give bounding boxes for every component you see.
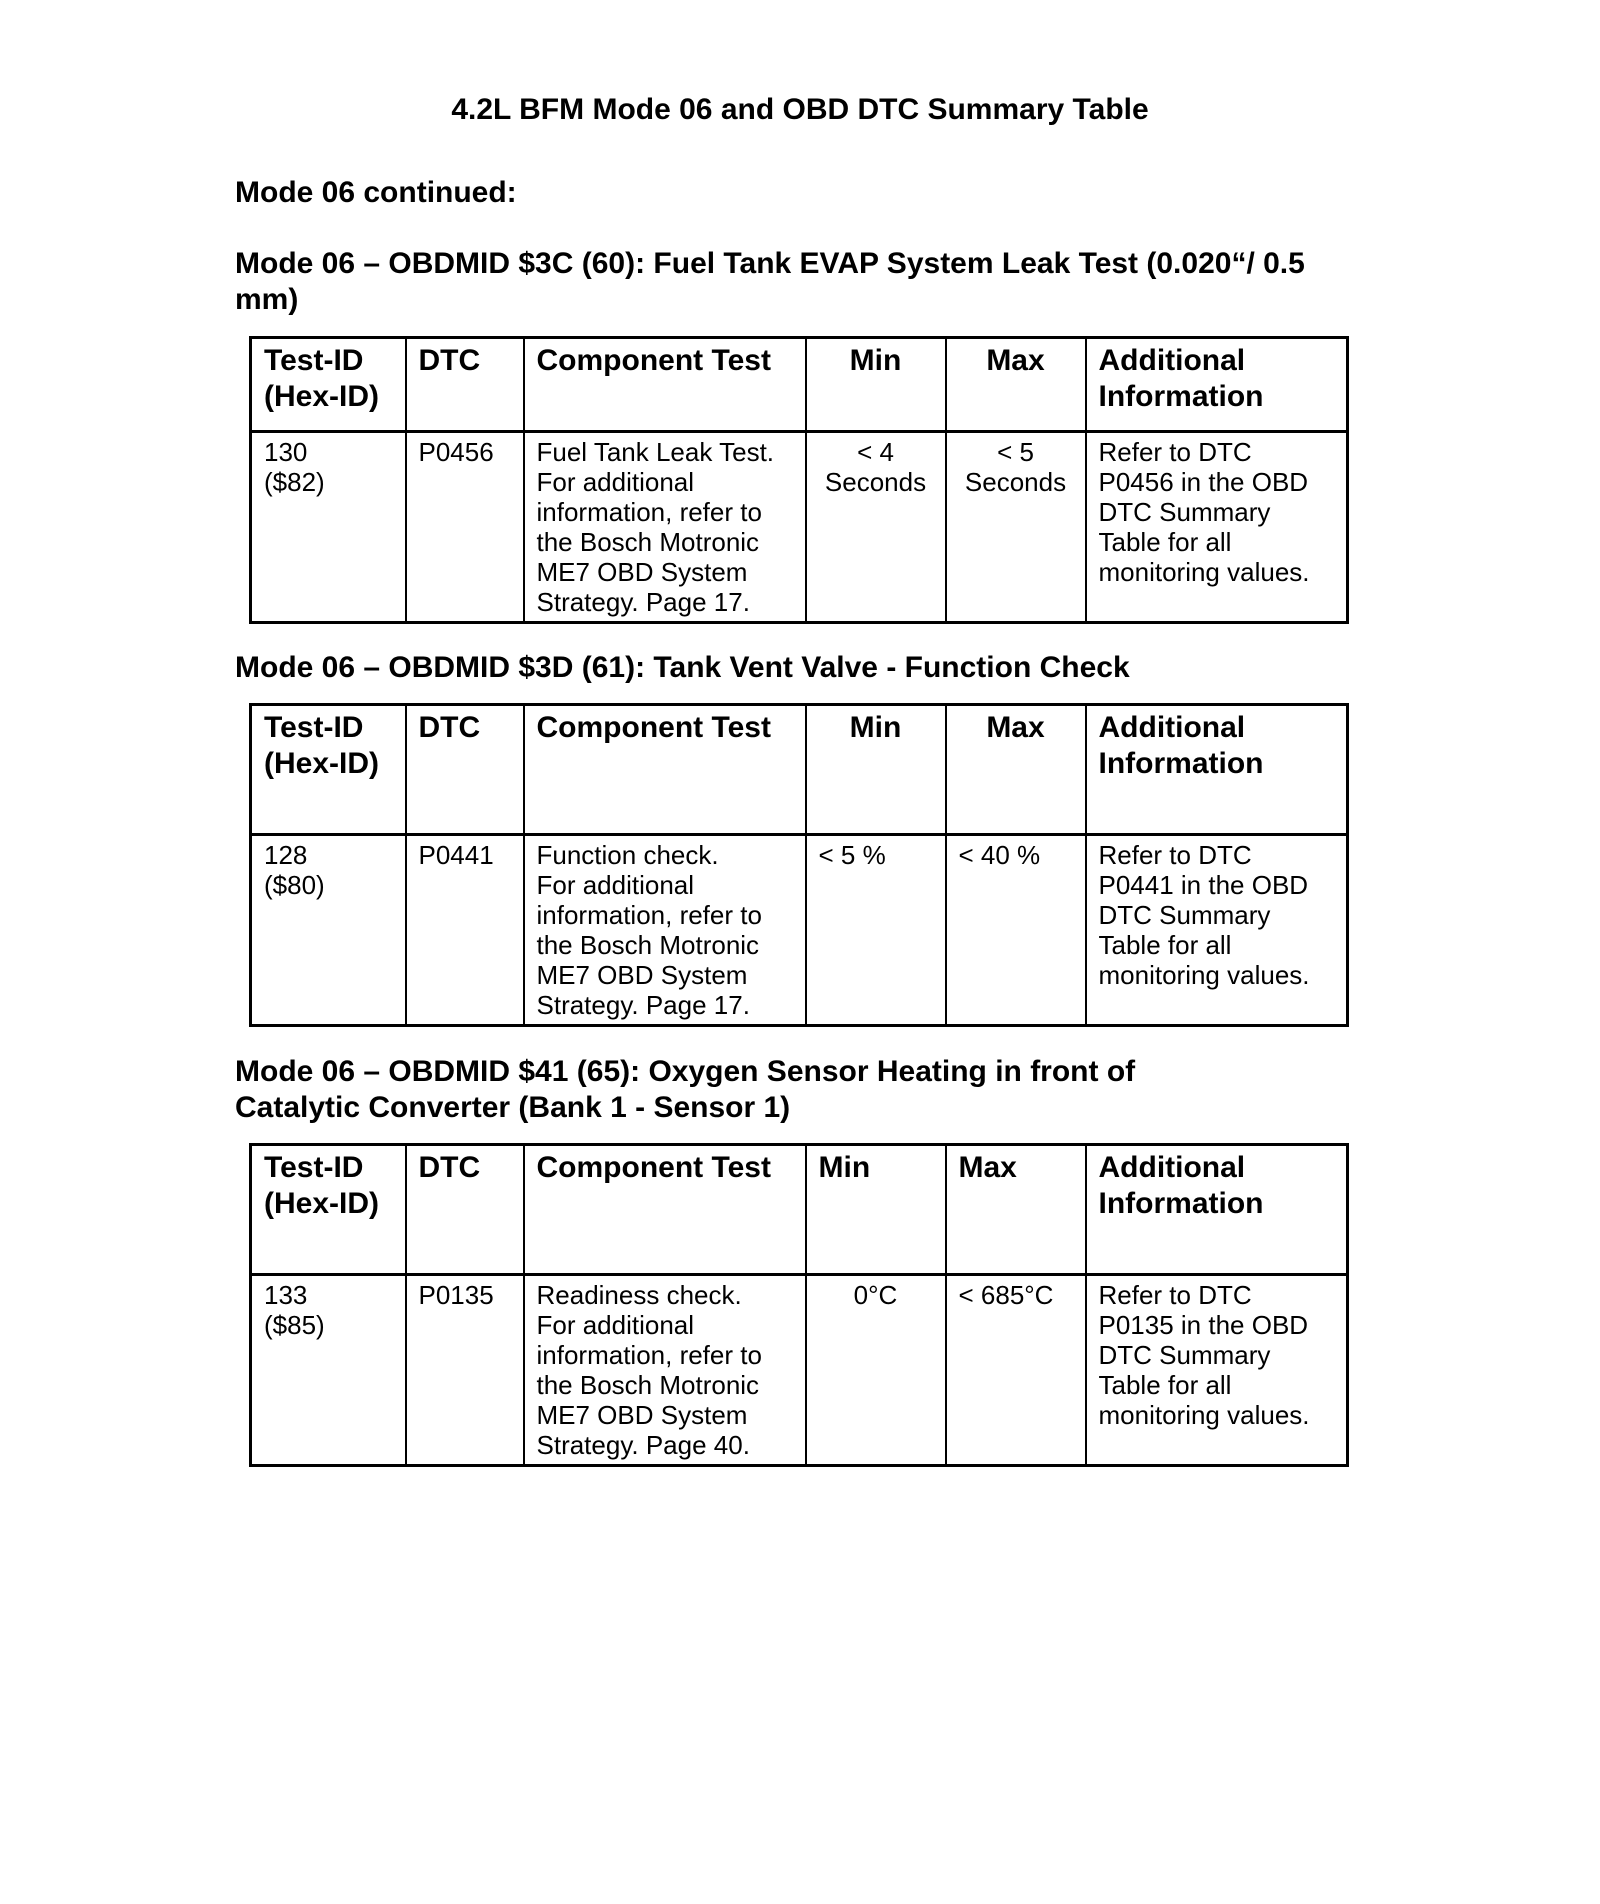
- cell-min: 0°C: [806, 1275, 946, 1466]
- cell-max: < 5 Seconds: [946, 432, 1086, 623]
- cell-min: < 4 Seconds: [806, 432, 946, 623]
- header-test-id: Test-ID (Hex-ID): [251, 1145, 406, 1275]
- cell-test-id: 128 ($80): [251, 835, 406, 1026]
- header-min: Min: [806, 705, 946, 835]
- table-header-row: [251, 705, 1348, 835]
- header-dtc: DTC: [406, 338, 524, 432]
- table-header-row: [251, 338, 1348, 432]
- header-max: Max: [946, 338, 1086, 432]
- cell-dtc: P0456: [406, 432, 524, 623]
- section-heading-3c: Mode 06 – OBDMID $3C (60): Fuel Tank EVAP System Leak Test (0.020“/ 0.5 mm): [235, 247, 1305, 316]
- header-min: Min: [806, 1145, 946, 1275]
- header-component-test: Component Test: [524, 705, 806, 835]
- header-component-test: Component Test: [524, 338, 806, 432]
- cell-component-test: Function check. For additional information, refer to the Bosch Motronic ME7 OBD System Strategy. Page 17.: [524, 835, 806, 1026]
- table-row: [251, 835, 1348, 1026]
- cell-additional-info: Refer to DTC P0135 in the OBD DTC Summary Table for all monitoring values.: [1086, 1275, 1348, 1466]
- cell-additional-info: Refer to DTC P0456 in the OBD DTC Summary Table for all monitoring values.: [1086, 432, 1348, 623]
- header-additional-info: Additional Information: [1086, 1145, 1348, 1275]
- table-obdmid-41: [249, 1143, 1349, 1467]
- cell-dtc: P0441: [406, 835, 524, 1026]
- table-obdmid-3c: [249, 336, 1349, 624]
- header-max: Max: [946, 1145, 1086, 1275]
- cell-dtc: P0135: [406, 1275, 524, 1466]
- header-additional-info: Additional Information: [1086, 338, 1348, 432]
- table-row: [251, 1275, 1348, 1466]
- table-obdmid-3d: [249, 703, 1349, 1027]
- cell-component-test: Fuel Tank Leak Test. For additional information, refer to the Bosch Motronic ME7 OBD System Strategy. Page 17.: [524, 432, 806, 623]
- cell-component-test: Readiness check. For additional information, refer to the Bosch Motronic ME7 OBD System Strategy. Page 40.: [524, 1275, 806, 1466]
- header-max: Max: [946, 705, 1086, 835]
- cell-test-id: 133 ($85): [251, 1275, 406, 1466]
- header-test-id: Test-ID (Hex-ID): [251, 338, 406, 432]
- header-component-test: Component Test: [524, 1145, 806, 1275]
- header-dtc: DTC: [406, 705, 524, 835]
- page-title: 4.2L BFM Mode 06 and OBD DTC Summary Table: [451, 93, 1149, 126]
- cell-additional-info: Refer to DTC P0441 in the OBD DTC Summary Table for all monitoring values.: [1086, 835, 1348, 1026]
- header-min: Min: [806, 338, 946, 432]
- cell-test-id: 130 ($82): [251, 432, 406, 623]
- header-test-id: Test-ID (Hex-ID): [251, 705, 406, 835]
- cell-max: < 40 %: [946, 835, 1086, 1026]
- header-dtc: DTC: [406, 1145, 524, 1275]
- section-subtitle: Mode 06 continued:: [235, 176, 517, 209]
- header-additional-info: Additional Information: [1086, 705, 1348, 835]
- cell-min: < 5 %: [806, 835, 946, 1026]
- section-heading-3d: Mode 06 – OBDMID $3D (61): Tank Vent Valve - Function Check: [235, 651, 1130, 684]
- table-row: [251, 432, 1348, 623]
- section-heading-41: Mode 06 – OBDMID $41 (65): Oxygen Sensor Heating in front of Catalytic Converter (Bank 1 - Sensor 1): [235, 1055, 1136, 1124]
- cell-max: < 685°C: [946, 1275, 1086, 1466]
- table-header-row: [251, 1145, 1348, 1275]
